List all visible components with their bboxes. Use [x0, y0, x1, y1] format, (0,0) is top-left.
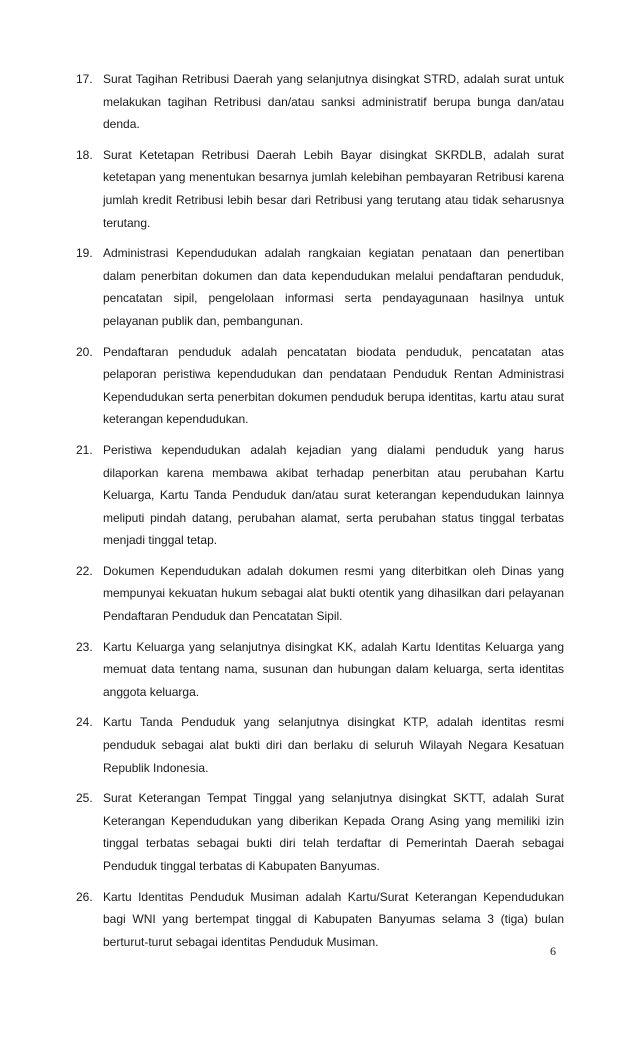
item-number: 25. — [76, 791, 93, 806]
list-item — [76, 341, 564, 431]
item-text: Pendaftaran penduduk adalah pencatatan biodata penduduk, pencatatan atas pelaporan peristiwa kependudukan dan pendataan Penduduk Rentan Administrasi Kependudukan serta penerbitan dokumen penduduk berupa identitas, kartu atau surat keterangan kependudukan. — [103, 344, 564, 427]
item-number: 18. — [76, 147, 93, 162]
item-text: Kartu Identitas Penduduk Musiman adalah Kartu/Surat Keterangan Kependudukan bagi WNI yang bertempat tinggal di Kabupaten Banyumas selama 3 (tiga) bulan berturut-turut sebagai identitas Penduduk Musiman. — [103, 889, 564, 949]
item-number: 21. — [76, 442, 93, 457]
item-number: 24. — [76, 715, 93, 730]
list-item — [76, 787, 564, 877]
list-item — [76, 636, 564, 704]
item-text: Kartu Keluarga yang selanjutnya disingkat KK, adalah Kartu Identitas Keluarga yang memuat data tentang nama, susunan dan hubungan dalam keluarga, serta identitas anggota keluarga. — [103, 639, 564, 699]
page-number: 6 — [550, 944, 556, 958]
list-item — [76, 439, 564, 552]
list-item — [76, 560, 564, 628]
list-item — [76, 144, 564, 234]
item-number: 17. — [76, 72, 93, 86]
list-item — [76, 886, 564, 954]
list-item — [76, 242, 564, 332]
item-text: Surat Ketetapan Retribusi Daerah Lebih Bayar disingkat SKRDLB, adalah surat ketetapan yang menentukan besarnya jumlah kelebihan pembayaran Retribusi karena jumlah kredit Retribusi lebih besar dari Retribusi yang terutang atau tidak seharusnya terutang. — [103, 147, 564, 230]
item-number: 20. — [76, 344, 93, 359]
item-text: Kartu Tanda Penduduk yang selanjutnya disingkat KTP, adalah identitas resmi penduduk sebagai alat bukti diri dan berlaku di seluruh Wilayah Negara Kesatuan Republik Indonesia. — [103, 715, 564, 775]
item-number: 26. — [76, 889, 93, 904]
list-item — [76, 711, 564, 779]
item-text: Dokumen Kependudukan adalah dokumen resmi yang diterbitkan oleh Dinas yang mempunyai kekuatan hukum sebagai alat bukti otentik yang dihasilkan dari pelayanan Pendaftaran Penduduk dan Pencatatan Sipil. — [103, 563, 564, 624]
item-number: 22. — [76, 563, 93, 578]
item-text: Administrasi Kependudukan adalah rangkaian kegiatan penataan dan penertiban dalam penerbitan dokumen dan data kependudukan melalui pendaftaran penduduk, pencatatan sipil, pengelolaan informasi serta pendayagunaan hasilnya untuk pelayanan publik dan, pembangunan. — [103, 246, 564, 328]
item-text: Surat Tagihan Retribusi Daerah yang selanjutnya disingkat STRD, adalah surat untuk melakukan tagihan Retribusi dan/atau sanksi administratif berupa bunga dan/atau denda. — [103, 72, 564, 132]
item-number: 19. — [76, 246, 93, 261]
item-number: 23. — [76, 639, 93, 654]
item-text: Surat Keterangan Tempat Tinggal yang selanjutnya disingkat SKTT, adalah Surat Keterangan Kependudukan yang diberikan Kepada Orang Asing yang memiliki izin tinggal terbatas sebagai bukti diri telah terdaftar di Pemerintah Daerah sebagai Penduduk tinggal terbatas di Kabupaten Banyumas. — [103, 791, 564, 873]
item-text: Peristiwa kependudukan adalah kejadian yang dialami penduduk yang harus dilaporkan karena membawa akibat terhadap penerbitan atau perubahan Kartu Keluarga, Kartu Tanda Penduduk dan/atau surat keterangan kependudukan lainnya meliputi pindah datang, perubahan alamat, serta perubahan status tinggal terbatas menjadi tinggal tetap. — [103, 442, 564, 548]
definition-list — [76, 68, 564, 961]
list-item — [76, 68, 564, 136]
